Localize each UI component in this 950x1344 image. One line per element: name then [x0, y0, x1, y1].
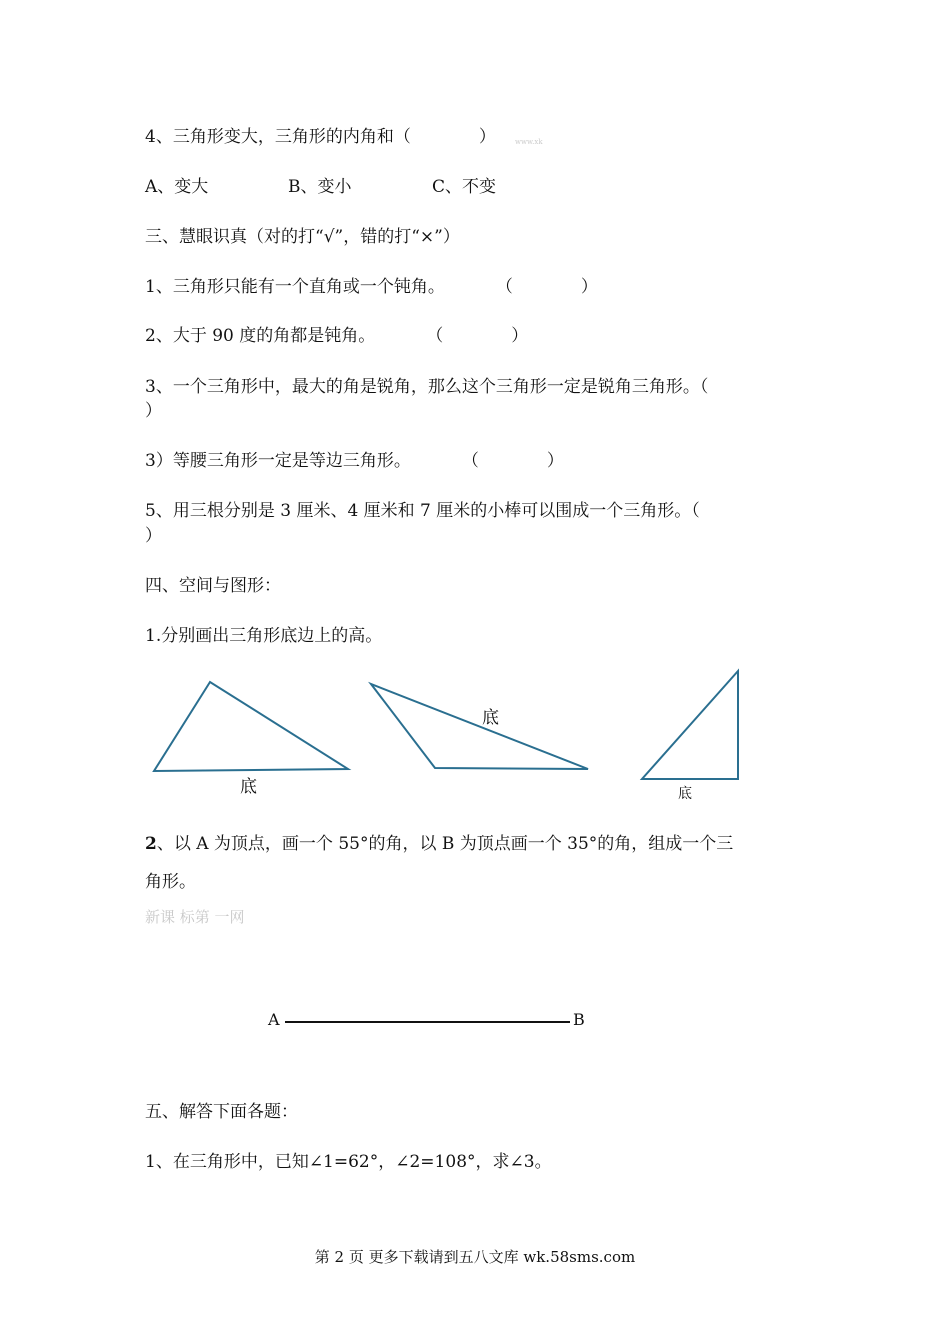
- section-4-question-2-cont: 角形。: [145, 872, 196, 892]
- triangle-figures: [0, 660, 950, 820]
- segment-ab: [285, 1021, 570, 1023]
- question-2-number: 2: [145, 834, 157, 854]
- judge-item-5-cont: ）: [145, 526, 162, 546]
- base-label-2: 底: [482, 708, 499, 728]
- page-footer: 第 2 页 更多下载请到五八文库 wk.58sms.com: [314, 1248, 636, 1266]
- base-label-3: 底: [678, 786, 692, 802]
- option-a: A、变大: [145, 177, 209, 197]
- option-c: C、不变: [432, 177, 497, 197]
- section-4-question-1: 1.分别画出三角形底边上的高。: [145, 626, 383, 646]
- question-2-text: 、以 A 为顶点，画一个 55°的角，以 B 为顶点画一个 35°的角，组成一个三: [156, 834, 734, 854]
- judge-item-3-cont: ）: [145, 401, 162, 421]
- watermark-text: 新课 标第 一网: [145, 908, 245, 926]
- point-a-label: A: [268, 1010, 280, 1029]
- judge-item-4: 3）等腰三角形一定是等边三角形。 （ ）: [145, 451, 564, 471]
- option-b: B、变小: [288, 177, 352, 197]
- point-b-label: B: [573, 1010, 585, 1029]
- triangle-1: [154, 682, 348, 771]
- judge-item-2: 2、大于 90 度的角都是钝角。 （ ）: [145, 326, 529, 346]
- section-4-title: 四、空间与图形：: [145, 576, 281, 596]
- triangle-2: [371, 684, 588, 769]
- section-5-title: 五、解答下面各题：: [145, 1102, 298, 1122]
- section-4-question-2: [145, 834, 733, 854]
- triangle-3: [642, 671, 738, 779]
- section-5-question-1: 1、在三角形中，已知∠1=62°，∠2=108°，求∠3。: [145, 1152, 552, 1172]
- judge-item-5: 5、用三根分别是 3 厘米、4 厘米和 7 厘米的小棒可以围成一个三角形。（: [145, 501, 700, 521]
- watermark-tiny: www.xk: [515, 138, 543, 146]
- base-label-1: 底: [240, 777, 257, 797]
- judge-item-3: 3、一个三角形中，最大的角是锐角，那么这个三角形一定是锐角三角形。（: [145, 377, 709, 397]
- question-4: 4、三角形变大，三角形的内角和（ ）: [145, 127, 496, 147]
- section-3-title: 三、慧眼识真（对的打“√”，错的打“×”）: [145, 227, 460, 247]
- judge-item-1: 1、三角形只能有一个直角或一个钝角。 （ ）: [145, 277, 598, 297]
